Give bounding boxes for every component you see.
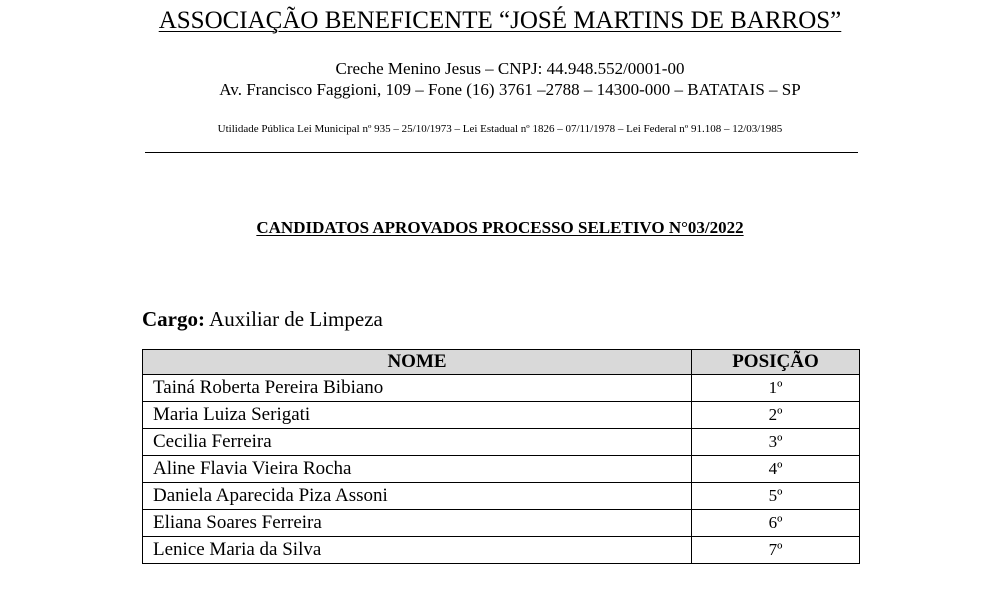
table-row: [143, 402, 860, 429]
table-row: [143, 510, 860, 537]
document-heading: CANDIDATOS APROVADOS PROCESSO SELETIVO N°03/2022: [256, 218, 744, 237]
candidate-position: 6º: [692, 510, 860, 537]
candidate-name: Cecilia Ferreira: [143, 429, 692, 456]
subtitle-cnpj: Creche Menino Jesus – CNPJ: 44.948.552/0001-00: [335, 59, 685, 78]
table-row: [143, 483, 860, 510]
candidate-position: 3º: [692, 429, 860, 456]
header-divider: [145, 152, 858, 153]
candidate-name: Eliana Soares Ferreira: [143, 510, 692, 537]
cargo-line: [142, 306, 383, 332]
subtitle-address: Av. Francisco Faggioni, 109 – Fone (16) 3761 –2788 – 14300-000 – BATATAIS – SP: [219, 80, 801, 99]
results-table: [142, 349, 860, 564]
organization-title: ASSOCIAÇÃO BENEFICENTE “JOSÉ MARTINS DE BARROS”: [158, 7, 842, 34]
candidate-name: Daniela Aparecida Piza Assoni: [143, 483, 692, 510]
candidate-name: Lenice Maria da Silva: [143, 537, 692, 564]
candidate-name: Tainá Roberta Pereira Bibiano: [143, 375, 692, 402]
legal-line: Utilidade Pública Lei Municipal nº 935 – 25/10/1973 – Lei Estadual nº 1826 – 07/11/1978 – Lei Federal nº 91.108 – 12/03/1985: [217, 123, 783, 135]
candidate-name: Maria Luiza Serigati: [143, 402, 692, 429]
candidate-position: 1º: [692, 375, 860, 402]
cargo-value: Auxiliar de Limpeza: [209, 307, 383, 331]
candidate-position: 5º: [692, 483, 860, 510]
candidate-position: 2º: [692, 402, 860, 429]
candidate-position: 4º: [692, 456, 860, 483]
table-row: [143, 375, 860, 402]
column-header-name: NOME: [143, 350, 692, 375]
table-row: [143, 429, 860, 456]
candidate-position: 7º: [692, 537, 860, 564]
table-row: [143, 537, 860, 564]
cargo-label: Cargo:: [142, 307, 205, 331]
candidate-name: Aline Flavia Vieira Rocha: [143, 456, 692, 483]
table-header-row: [143, 350, 860, 375]
table-row: [143, 456, 860, 483]
column-header-position: POSIÇÃO: [692, 350, 860, 375]
